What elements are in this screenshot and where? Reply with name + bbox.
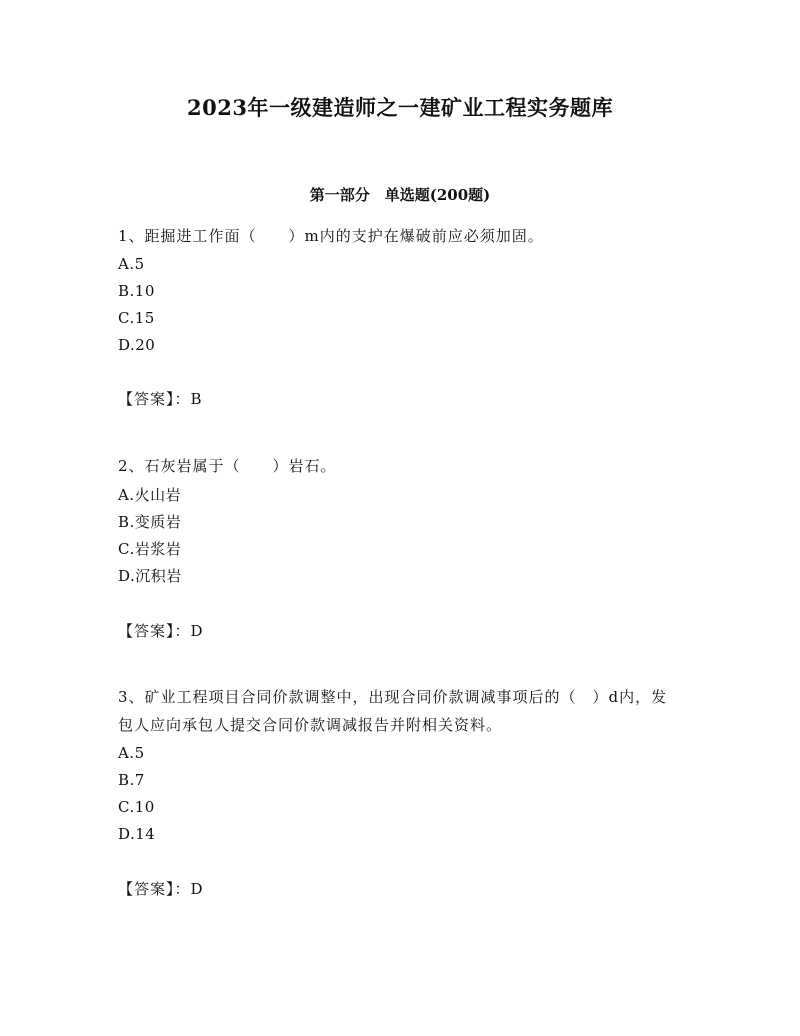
- option-b: B.7: [118, 771, 145, 789]
- option-d: D.20: [118, 336, 156, 354]
- answer-label: 【答案】：B: [118, 390, 203, 408]
- option-a: A.5: [118, 255, 145, 273]
- option-a: A.5: [118, 744, 145, 762]
- option-b: B.10: [118, 282, 155, 300]
- option-a: A.火山岩: [118, 486, 182, 504]
- answer-label: 【答案】：D: [118, 880, 204, 898]
- section-title: 第一部分 单选题(200题): [309, 186, 491, 204]
- option-b: B.变质岩: [118, 513, 182, 531]
- question-stem: 3、矿业工程项目合同价款调整中，出现合同价款调减事项后的（ ）d内，发包人应向承包人提交合同价款调减报告并附相关资料。: [118, 688, 668, 734]
- option-c: C.岩浆岩: [118, 540, 182, 558]
- document-title: 2023年一级建造师之一建矿业工程实务题库: [187, 95, 613, 120]
- option-d: D.沉积岩: [118, 567, 182, 585]
- question-stem: 2、石灰岩属于（ ）岩石。: [118, 457, 337, 475]
- option-c: C.10: [118, 798, 155, 816]
- answer-label: 【答案】：D: [118, 622, 204, 640]
- option-d: D.14: [118, 825, 156, 843]
- option-c: C.15: [118, 309, 155, 327]
- question-stem: 1、距掘进工作面（ ）m内的支护在爆破前应必须加固。: [118, 227, 544, 245]
